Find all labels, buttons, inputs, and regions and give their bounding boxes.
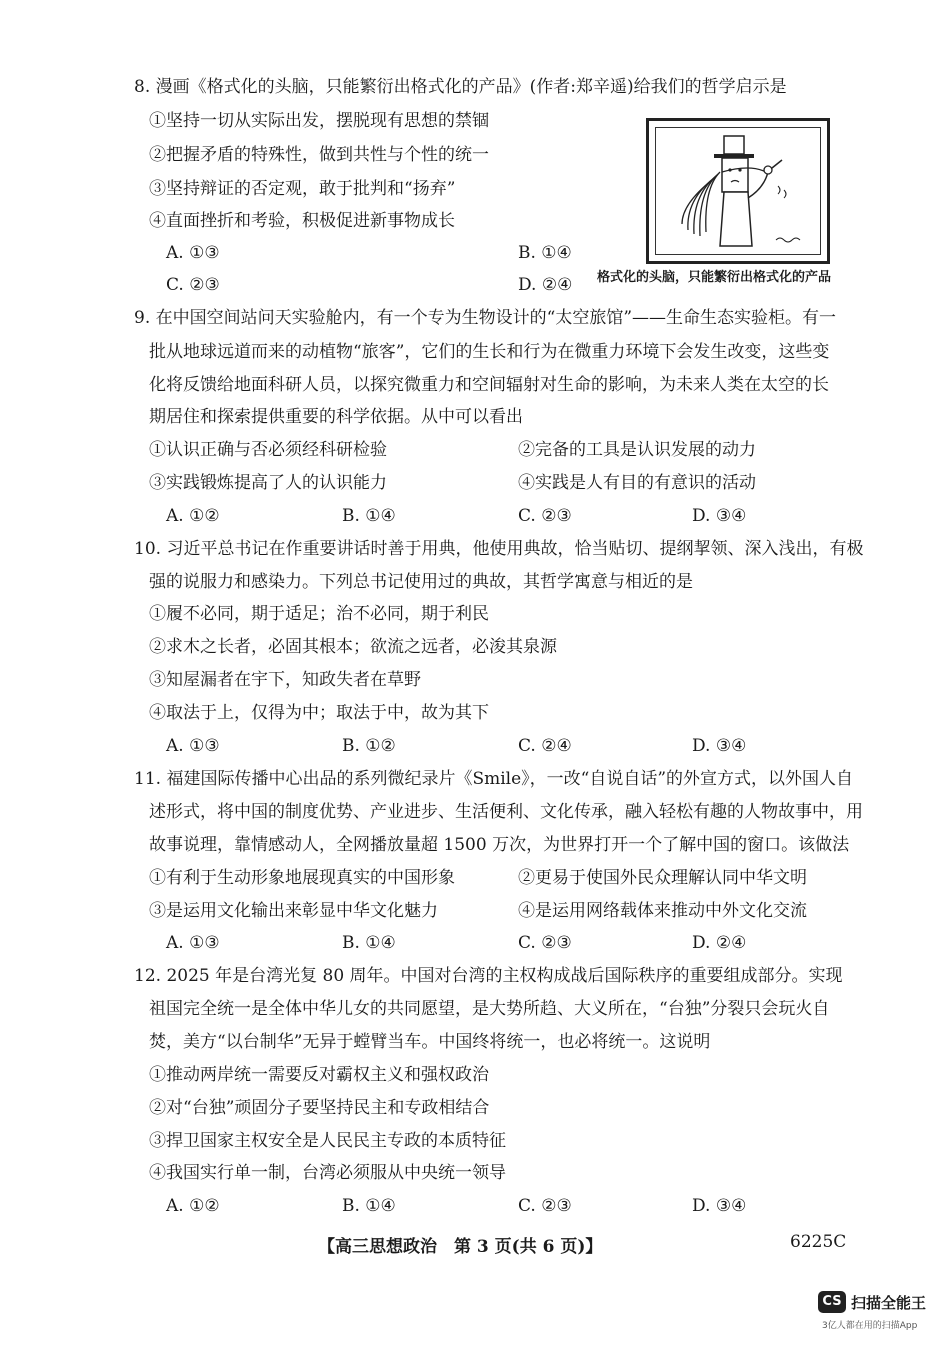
question-9-line-2: 批从地球远道而来的动植物“旅客”，它们的生长和行为在微重力环境下会发生改变，这些变 <box>149 342 830 362</box>
question-10-option-c: C. ②④ <box>518 736 572 756</box>
question-8-item-1: ①坚持一切从实际出发，摆脱现有思想的禁锢 <box>149 111 489 131</box>
paper-code: 6225C <box>790 1232 847 1252</box>
question-8-stem: 8. 漫画《格式化的头脑，只能繁衍出格式化的产品》(作者:郑辛遥)给我们的哲学启示是 <box>134 77 787 97</box>
question-10-item-1: ①履不必同，期于适足；治不必同，期于利民 <box>149 604 489 624</box>
question-11-item-1: ①有利于生动形象地展现真实的中国形象 <box>149 868 455 888</box>
question-12-line-1: 12. 2025 年是台湾光复 80 周年。中国对台湾的主权构成战后国际秩序的重要组成部分。实现 <box>134 966 843 986</box>
question-9-option-a: A. ①② <box>166 506 220 526</box>
question-11-option-b: B. ①④ <box>342 933 396 953</box>
question-9-line-3: 化将反馈给地面科研人员，以探究微重力和空间辐射对生命的影响，为未来人类在太空的长 <box>149 375 829 395</box>
question-12-line-2: 祖国完全统一是全体中华儿女的共同愿望，是大势所趋、大义所在，“台独”分裂只会玩火自 <box>149 999 830 1019</box>
question-9-option-d: D. ③④ <box>692 506 747 526</box>
question-11-option-d: D. ②④ <box>692 933 747 953</box>
question-12-option-a: A. ①② <box>166 1196 220 1216</box>
question-11-line-3: 故事说理，靠情感动人，全网播放量超 1500 万次，为世界打开一个了解中国的窗口。该做法 <box>149 835 850 855</box>
question-11-line-1: 11. 福建国际传播中心出品的系列微纪录片《Smile》，一改“自说自话”的外宣方式，以外国人自 <box>134 769 854 789</box>
question-10-item-3: ③知屋漏者在宇下，知政失者在草野 <box>149 670 421 690</box>
question-11-item-2: ②更易于使国外民众理解认同中华文明 <box>518 868 807 888</box>
question-12-line-3: 焚，美方“以台制华”无异于螳臂当车。中国终将统一，也必将统一。这说明 <box>149 1032 711 1052</box>
cartoon-drawing <box>656 128 822 256</box>
question-11-item-4: ④是运用网络载体来推动中外文化交流 <box>518 901 807 921</box>
question-9-option-b: B. ①④ <box>342 506 396 526</box>
question-9-item-4: ④实践是人有目的有意识的活动 <box>518 473 756 493</box>
question-10-option-b: B. ①② <box>342 736 396 756</box>
page-footer-title: 【高三思想政治 第 3 页(共 6 页)】 <box>318 1237 603 1257</box>
question-11-option-c: C. ②③ <box>518 933 572 953</box>
question-10-line-2: 强的说服力和感染力。下列总书记使用过的典故，其哲学寓意与相近的是 <box>149 572 693 592</box>
question-11-item-3: ③是运用文化输出来彰显中华文化魅力 <box>149 901 438 921</box>
question-9-line-1: 9. 在中国空间站问天实验舱内，有一个专为生物设计的“太空旅馆”——生命生态实验柜。有一 <box>134 308 837 328</box>
question-10-item-2: ②求木之长者，必固其根本；欲流之远者，必浚其泉源 <box>149 637 557 657</box>
camscanner-logo-icon: CS <box>818 1291 846 1313</box>
question-10-item-4: ④取法于上，仅得为中；取法于中，故为其下 <box>149 703 489 723</box>
question-12-option-d: D. ③④ <box>692 1196 747 1216</box>
cartoon-caption: 格式化的头脑，只能繁衍出格式化的产品 <box>597 270 832 285</box>
question-8-item-3: ③坚持辩证的否定观，敢于批判和“扬弃” <box>149 179 456 199</box>
question-12-item-2: ②对“台独”顽固分子要坚持民主和专政相结合 <box>149 1098 490 1118</box>
question-8-option-c: C. ②③ <box>166 275 220 295</box>
question-10-line-1: 10. 习近平总书记在作重要讲话时善于用典，他使用典故，恰当贴切、提纲挈领、深入浅出，有极 <box>134 539 864 559</box>
question-11-line-2: 述形式，将中国的制度优势、产业进步、生活便利、文化传承，融入轻松有趣的人物故事中，用 <box>149 802 863 822</box>
question-8-option-a: A. ①③ <box>166 243 220 263</box>
question-8-item-4: ④直面挫折和考验，积极促进新事物成长 <box>149 211 455 231</box>
question-9-option-c: C. ②③ <box>518 506 572 526</box>
question-12-option-b: B. ①④ <box>342 1196 396 1216</box>
question-9-item-3: ③实践锻炼提高了人的认识能力 <box>149 473 387 493</box>
question-8-option-b: B. ①④ <box>518 243 572 263</box>
camscanner-name: 扫描全能王 <box>851 1294 927 1312</box>
cartoon-image <box>646 118 830 264</box>
question-8-item-2: ②把握矛盾的特殊性，做到共性与个性的统一 <box>149 145 489 165</box>
question-8-option-d: D. ②④ <box>518 275 573 295</box>
question-10-option-d: D. ③④ <box>692 736 747 756</box>
question-10-option-a: A. ①③ <box>166 736 220 756</box>
question-9-item-2: ②完备的工具是认识发展的动力 <box>518 440 756 460</box>
question-9-line-4: 期居住和探索提供重要的科学依据。从中可以看出 <box>149 407 523 427</box>
camscanner-tagline: 3亿人都在用的扫描App <box>822 1321 918 1331</box>
question-12-item-4: ④我国实行单一制，台湾必须服从中央统一领导 <box>149 1163 506 1183</box>
question-12-item-3: ③捍卫国家主权安全是人民民主专政的本质特征 <box>149 1131 506 1151</box>
question-12-option-c: C. ②③ <box>518 1196 572 1216</box>
question-12-item-1: ①推动两岸统一需要反对霸权主义和强权政治 <box>149 1065 489 1085</box>
question-11-option-a: A. ①③ <box>166 933 220 953</box>
question-9-item-1: ①认识正确与否必须经科研检验 <box>149 440 387 460</box>
